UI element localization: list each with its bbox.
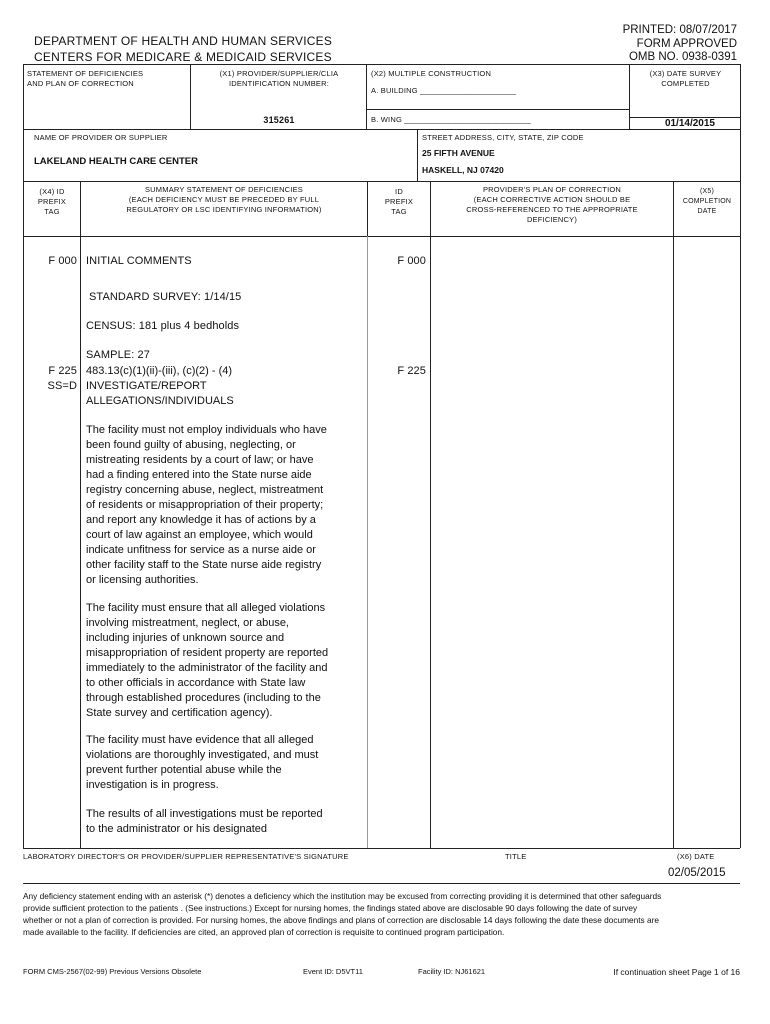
tag-f000-right: F 000	[397, 255, 426, 267]
x2-label: (X2) MULTIPLE CONSTRUCTION	[371, 69, 492, 78]
divider	[190, 64, 191, 129]
initial-comments-title: INITIAL COMMENTS	[86, 255, 192, 267]
census: CENSUS: 181 plus 4 bedholds	[86, 320, 240, 332]
form-info-header	[623, 24, 737, 65]
tag-f225: F 225	[48, 365, 77, 377]
paragraph-reporting: The facility must ensure that all alleged violations involving mistreatment, neglect, or abuse, including injuries of unknown source and misappropriation of resident property are reported immediately to the administrator of the facility and to other officials in accordance with State law through established procedures (including to the State survey and certification agency).	[86, 602, 329, 719]
paragraph-investigation: The facility must have evidence that all alleged violations are thoroughly investigated, and must prevent further potential abuse while the investigation is in progress.	[86, 734, 319, 791]
paragraph-results: The results of all investigations must be reported to the administrator or his designated	[86, 808, 323, 835]
agency-header	[34, 33, 332, 65]
form-id: FORM CMS-2567(02-99) Previous Versions Obsolete	[23, 967, 202, 976]
tag-f225-right: F 225	[397, 365, 426, 377]
x4-header: (X4) ID PREFIX TAG	[37, 187, 67, 216]
col-divider	[367, 236, 368, 848]
date-label: (X6) DATE	[677, 852, 715, 861]
x3-label: (X3) DATE SURVEY COMPLETED	[649, 69, 722, 88]
printed-date: PRINTED: 08/07/2017	[622, 24, 737, 36]
x1-value: 315261	[263, 115, 295, 125]
id-prefix-header: ID PREFIX TAG	[384, 187, 414, 216]
department-name: DEPARTMENT OF HEALTH AND HUMAN SERVICES	[34, 34, 333, 48]
divider	[366, 64, 367, 129]
deficiency-disclaimer: Any deficiency statement ending with an asterisk (*) denotes a deficiency which the institution may be excused from correcting providing it is determined that other safeguards provide sufficient protection to the patients . (See instructions.) Except for nursing homes, the findings stated above are disclosable 90 days following the date of survey whether or not a plan of correction is provided. For nursing homes, the above findings and plans of correction are disclosable 14 days following the date these documents are made available to the facility. If deficiencies are cited, an approved plan of correction is requisite to continued program participation.	[23, 891, 662, 937]
col-divider	[80, 181, 81, 848]
x1-label: (X1) PROVIDER/SUPPLIER/CLIA IDENTIFICATION NUMBER:	[219, 69, 339, 88]
x3-value: 01/14/2015	[664, 118, 715, 129]
paragraph-employment: The facility must not employ individuals who have been found guilty of abusing, neglecting, or mistreating residents by a court of law; or have had a finding entered into the State nurse aide registry concerning abuse, neglect, mistreatment of residents or misappropriation of their property; and report any knowledge it has of actions by a court of law against an employee, which would indicate unfitness for service as a nurse aide or other facility staff to the State nurse aide registry or licensing authorities.	[86, 424, 327, 586]
center-name: CENTERS FOR MEDICARE & MEDICAID SERVICES	[34, 50, 332, 64]
address-line1: 25 FIFTH AVENUE	[422, 148, 495, 158]
form-approved: FORM APPROVED	[636, 37, 737, 50]
address-label: STREET ADDRESS, CITY, STATE, ZIP CODE	[422, 133, 584, 142]
divider	[417, 129, 418, 181]
f225-regulation-title: 483.13(c)(1)(ii)-(iii), (c)(2) - (4) INVESTIGATE/REPORT ALLEGATIONS/INDIVIDUALS	[86, 365, 234, 407]
provider-label: NAME OF PROVIDER OR SUPPLIER	[34, 133, 168, 142]
rule	[23, 181, 740, 182]
statement-label: STATEMENT OF DEFICIENCIES AND PLAN OF CORRECTION	[27, 69, 144, 88]
building-label: A. BUILDING ______________________	[371, 86, 517, 95]
omb-number: OMB NO. 0938-0391	[628, 51, 737, 63]
standard-survey: STANDARD SURVEY: 1/14/15	[89, 291, 242, 303]
signature-date: 02/05/2015	[668, 867, 726, 879]
scope-severity: SS=D	[47, 380, 77, 392]
rule	[366, 109, 629, 110]
divider	[629, 64, 630, 129]
border	[23, 181, 24, 848]
rule	[23, 129, 740, 130]
page-number: If continuation sheet Page 1 of 16	[613, 967, 740, 977]
tag-f000: F 000	[48, 255, 77, 267]
rule	[23, 883, 740, 884]
border	[740, 181, 741, 848]
event-id: Event ID: D5VT11	[303, 967, 363, 976]
director-signature-label: LABORATORY DIRECTOR'S OR PROVIDER/SUPPLIER REPRESENTATIVE'S SIGNATURE	[23, 852, 349, 861]
sample: SAMPLE: 27	[86, 349, 150, 361]
address-line2: HASKELL, NJ 07420	[422, 165, 504, 175]
wing-label: B. WING _____________________________	[371, 115, 532, 124]
summary-header: SUMMARY STATEMENT OF DEFICIENCIES (EACH DEFICIENCY MUST BE PRECEDED BY FULL REGULATORY OR LSC IDENTIFYING INFORMATION)	[126, 185, 322, 214]
provider-name: LAKELAND HEALTH CARE CENTER	[34, 156, 198, 167]
rule	[23, 848, 740, 849]
rule	[23, 236, 740, 237]
plan-header: PROVIDER'S PLAN OF CORRECTION (EACH CORRECTIVE ACTION SHOULD BE CROSS-REFERENCED TO THE APPROPRIATE DEFICIENCY)	[466, 185, 638, 224]
col-divider	[430, 181, 431, 848]
facility-id: Facility ID: NJ61621	[418, 967, 486, 976]
col-divider	[673, 181, 674, 848]
rule	[23, 64, 740, 65]
x5-header: (X5) COMPLETION DATE	[682, 188, 732, 215]
title-label: TITLE	[505, 852, 527, 861]
